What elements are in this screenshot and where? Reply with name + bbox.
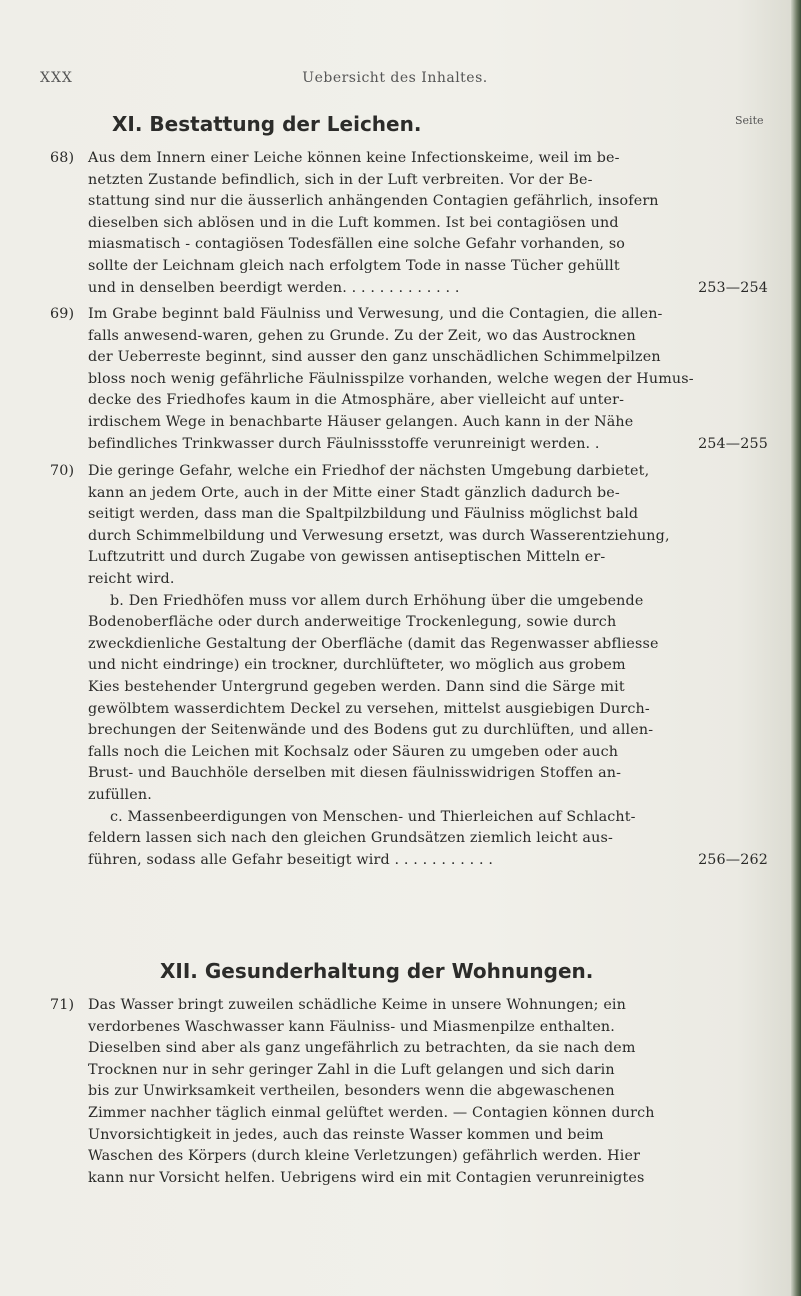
- page-header: [0, 70, 801, 92]
- entry-last-line-text: führen, sodass alle Gefahr beseitigt wird . . . . . . . . . . .: [88, 851, 494, 868]
- running-head: Uebersicht des Inhaltes.: [302, 70, 488, 86]
- entry-last-line: [88, 278, 768, 300]
- entry-number: 70): [50, 463, 75, 479]
- entry-number: 68): [50, 150, 75, 166]
- entry-last-line: [88, 434, 768, 456]
- page-number: XXX: [40, 70, 73, 86]
- entry-71: [50, 995, 768, 1189]
- entry-69: [50, 304, 768, 455]
- entry-number: 69): [50, 306, 75, 322]
- entry-number: 71): [50, 997, 75, 1013]
- entry-text: Die geringe Gefahr, welche ein Friedhof der nächsten Umgebung darbietet, kann an jedem Orte, auch in der Mitte einer Stadt gänzlich dadurch be- seitigt werden, dass man die Spaltpilzbildung und Fäulniss möglichst bald durch Schimmelbildung und Verwesung ersetzt, was durch Wasserentziehung, Luftzutritt und durch Zugabe von gewissen antiseptischen Mitteln er- reicht wird.: [88, 463, 670, 587]
- seite-label: Seite: [735, 114, 764, 127]
- entry-last-line-text: und in denselben beerdigt werden. . . . . . . . . . . . .: [88, 279, 460, 296]
- entry-text: Im Grabe beginnt bald Fäulniss und Verwesung, und die Contagien, die allen- falls anwesend-waren, gehen zu Grunde. Zu der Zeit, wo das Austrocknen der Ueberreste beginnt, sind ausser den ganz unschädlichen Schimmelpilzen bloss noch wenig gefährliche Fäulnisspilze vorhanden, welche wegen der Humus- decke des Friedhofes kaum in die Atmosphäre, aber vielleicht auf unter- irdischem Wege in benachbarte Häuser gelangen. Auch kann in der Nähe: [88, 306, 694, 430]
- entry-paragraph-b: b. Den Friedhöfen muss vor allem durch Erhöhung über die umgebende Bodenoberfläche oder durch anderweitige Trockenlegung, sowie durch zweckdienliche Gestaltung der Oberfläche (damit das Regenwasser abfliesse und nicht eindringe) ein trockner, durchlüfteter, wo möglich aus grobem Kies bestehender Untergrund gegeben werden. Dann sind die Särge mit gewölbtem wasserdichtem Deckel zu versehen, mittelst ausgiebigen Durch- brechungen der Seitenwände und des Bodens gut zu durchlüften, und allen- falls noch die Leichen mit Kochsalz oder Säuren zu umgeben oder auch Brust- und Bauchhöle derselben mit diesen fäulnisswidrigen Stoffen an- zufüllen.: [88, 592, 659, 803]
- entry-paragraph-c: c. Massenbeerdigungen von Menschen- und Thierleichen auf Schlacht- feldern lassen sich nach den gleichen Grundsätzen ziemlich leicht aus-: [88, 808, 636, 847]
- section-xi-title: XI. Bestattung der Leichen.: [112, 112, 422, 136]
- page-reference: 253—254: [698, 279, 768, 296]
- entry-last-line-text: befindliches Trinkwasser durch Fäulnissstoffe verunreinigt werden. .: [88, 435, 600, 452]
- entry-68: [50, 148, 768, 299]
- page-reference: 256—262: [698, 851, 768, 868]
- entry-text: Aus dem Innern einer Leiche können keine Infectionskeime, weil im be- netzten Zustande befindlich, sich in der Luft verbreiten. Vor der Be- stattung sind nur die äusserlich anhängenden Contagien gefährlich, insofern dieselben sich ablösen und in die Luft kommen. Ist bei contagiösen und miasmatisch - contagiösen Todesfällen eine solche Gefahr vorhanden, so sollte der Leichnam gleich nach erfolgtem Tode in nasse Tücher gehüllt: [88, 150, 659, 274]
- entry-70: [50, 461, 768, 871]
- entry-last-line: [88, 850, 768, 872]
- entry-text: Das Wasser bringt zuweilen schädliche Keime in unsere Wohnungen; ein verdorbenes Waschwasser kann Fäulniss- und Miasmenpilze enthalten. Dieselben sind aber als ganz ungefährlich zu betrachten, da sie nach dem Trocknen nur in sehr geringer Zahl in die Luft gelangen und sich darin bis zur Unwirksamkeit vertheilen, besonders wenn die abgewaschenen Zimmer nachher täglich einmal gelüftet werden. — Contagien können durch Unvorsichtigkeit in jedes, auch das reinste Wasser kommen und beim Waschen des Körpers (durch kleine Verletzungen) gefährlich werden. Hier kann nur Vorsicht helfen. Uebrigens wird ein mit Contagien verunreinigtes: [88, 997, 655, 1186]
- page-edge-shadow: [791, 0, 801, 1296]
- section-xii-title: XII. Gesunderhaltung der Wohnungen.: [160, 959, 594, 983]
- page-reference: 254—255: [698, 435, 768, 452]
